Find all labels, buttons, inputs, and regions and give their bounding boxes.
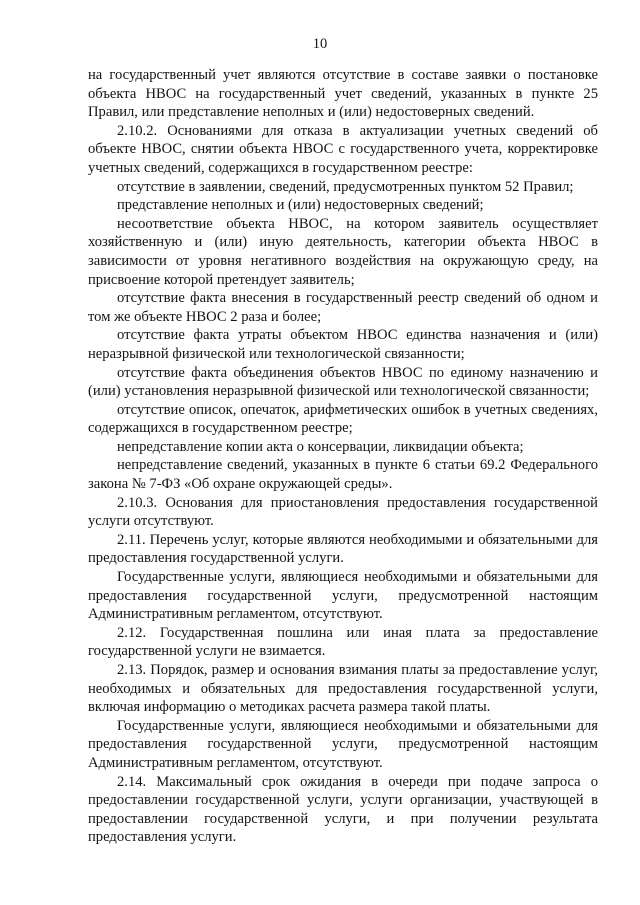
list-item: отсутствие факта объединения объектов НВОС по единому назначению и (или) установления неразрывной физической или технологической связанности; [88,364,598,400]
paragraph: Государственные услуги, являющиеся необходимыми и обязательными для предоставления государственной услуги, предусмотренной настоящим Административным регламентом, отсутствуют. [88,569,598,623]
list-item: отсутствие факта утраты объектом НВОС единства назначения и (или) неразрывной физической или технологической связанности; [88,327,598,362]
list-item: отсутствие факта внесения в государственный реестр сведений об одном и том же объекте НВОС 2 раза и более; [88,290,598,325]
paragraph: Государственные услуги, являющиеся необходимыми и обязательными для предоставления государственной услуги, предусмотренной настоящим Административным регламентом, отсутствуют. [88,717,598,771]
list-item: непредставление копии акта о консервации, ликвидации объекта; [117,438,524,455]
list-item: представление неполных и (или) недостоверных сведений; [117,197,484,214]
list-item: непредставление сведений, указанных в пункте 6 статьи 69.2 Федерального закона № 7-ФЗ «Об охране окружающей среды». [88,457,598,493]
document-body [88,66,598,847]
paragraph: 2.10.2. Основаниями для отказа в актуализации учетных сведений об объекте НВОС, снятии объекта НВОС с государственного учета, корректировке учетных сведений, содержащихся в государственном реестре: [88,122,598,176]
list-item: отсутствие в заявлении, сведений, предусмотренных пунктом 52 Правил; [117,178,574,195]
page-number: 10 [312,36,328,52]
section-heading: 2.14. Максимальный срок ожидания в очереди при подаче запроса о предоставлении государственной услуги, услуги организации, участвующей в предоставлении государственной услуги, и при получении результата предоставления услуги. [88,773,598,846]
section-heading: 2.11. Перечень услуг, которые являются необходимыми и обязательными для предоставления государственной услуги. [88,531,598,567]
list-item: несоответствие объекта НВОС, на котором заявитель осуществляет хозяйственную и (или) иную деятельность, категории объекта НВОС в зависимости от уровня негативного воздействия на окружающую среду, на присвоение которой претендует заявитель; [88,215,598,288]
paragraph: 2.10.3. Основания для приостановления предоставления государственной услуги отсутствуют. [88,494,598,530]
paragraph: на государственный учет являются отсутствие в составе заявки о постановке объекта НВОС на государственный учет сведений, указанных в пункте 25 Правил, или представление неполных и (или) недостоверных сведений. [88,67,598,121]
section-heading: 2.12. Государственная пошлина или иная плата за предоставление государственной услуги не взимается. [88,624,598,660]
list-item: отсутствие описок, опечаток, арифметических ошибок в учетных сведениях, содержащихся в государственном реестре; [88,401,598,437]
section-heading: 2.13. Порядок, размер и основания взимания платы за предоставление услуг, необходимых и обязательных для предоставления государственной услуги, включая информацию о методиках расчета размера такой платы. [88,662,598,716]
